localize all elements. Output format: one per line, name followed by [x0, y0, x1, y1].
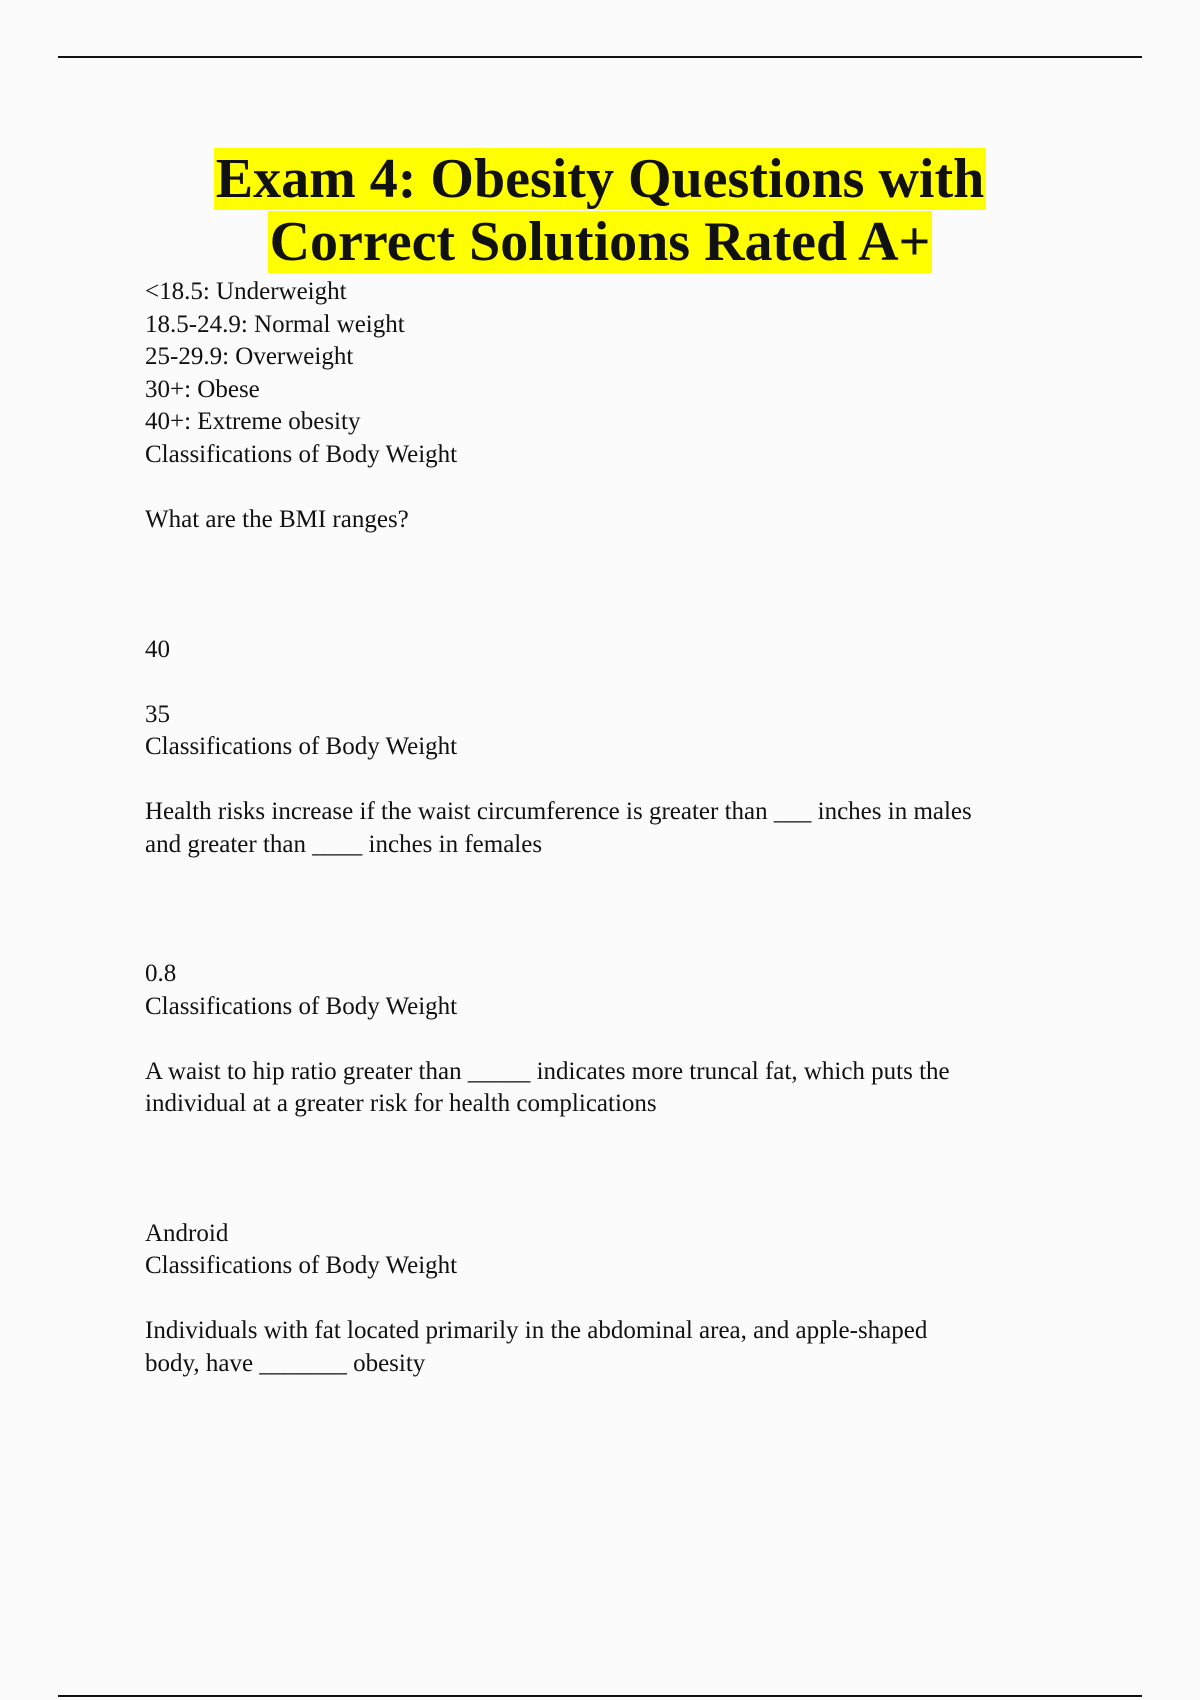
- answer-line: 25-29.9: Overweight: [145, 343, 354, 370]
- answer-line: 40+: Extreme obesity: [145, 408, 361, 435]
- topic-label: Classifications of Body Weight: [145, 992, 458, 1020]
- answer-line: 35: [145, 700, 170, 728]
- bottom-rule: [58, 1695, 1142, 1697]
- question-text: body, have _______ obesity: [145, 1349, 426, 1377]
- answer-line: 18.5-24.9: Normal weight: [145, 310, 405, 338]
- flashcard-1: [145, 276, 1085, 536]
- topic-label: Classifications of Body Weight: [145, 440, 458, 468]
- answer-line: <18.5: Underweight: [145, 278, 347, 305]
- document-body: [145, 276, 1085, 1380]
- title-line-2: Correct Solutions Rated A+: [269, 211, 931, 273]
- question-text: Health risks increase if the waist circumference is greater than ___ inches in males: [145, 798, 972, 825]
- answer-line: 0.8: [145, 960, 177, 987]
- answer-line: 40: [145, 636, 170, 663]
- question-text: What are the BMI ranges?: [145, 505, 409, 533]
- title-line-1: Exam 4: Obesity Questions with: [215, 148, 985, 210]
- flashcard-4: [145, 1218, 1085, 1381]
- topic-label: Classifications of Body Weight: [145, 1252, 458, 1279]
- question-text: Individuals with fat located primarily in the abdominal area, and apple-shaped: [145, 1317, 928, 1344]
- answer-line: Android: [145, 1219, 229, 1247]
- question-text: A waist to hip ratio greater than _____ indicates more truncal fat, which puts the: [145, 1057, 950, 1085]
- flashcard-3: [145, 958, 1085, 1121]
- document-title: [0, 148, 1200, 274]
- question-text: individual at a greater risk for health complications: [145, 1090, 657, 1117]
- top-rule: [58, 56, 1142, 58]
- flashcard-2: [145, 634, 1085, 861]
- question-text: and greater than ____ inches in females: [145, 830, 543, 858]
- answer-line: 30+: Obese: [145, 375, 260, 403]
- topic-label: Classifications of Body Weight: [145, 733, 458, 760]
